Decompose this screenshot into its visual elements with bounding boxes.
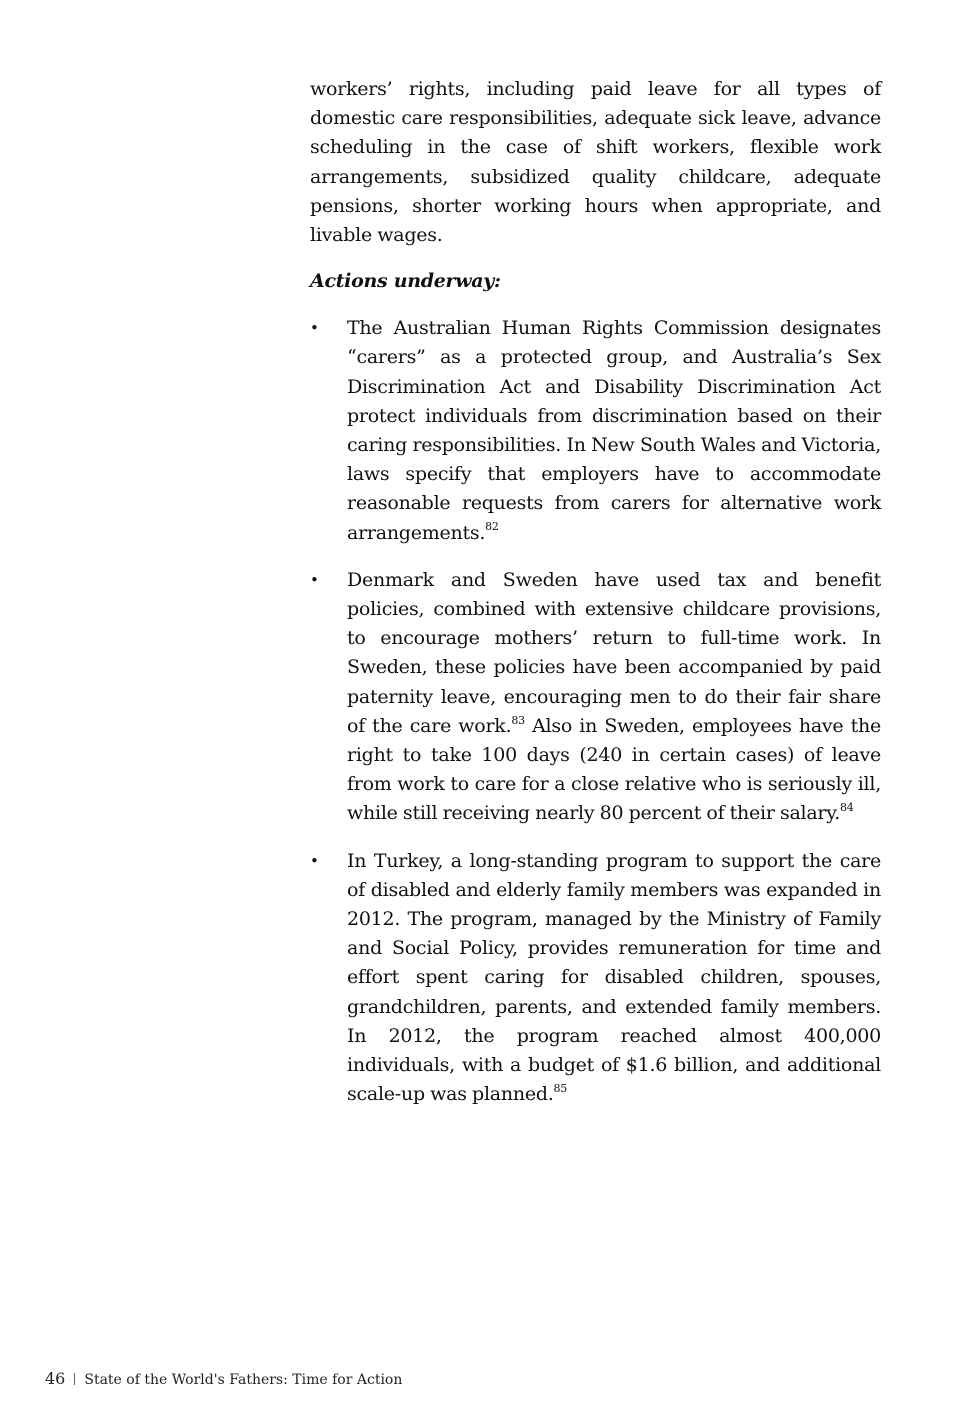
page-number: 46	[45, 1369, 66, 1388]
footnote-ref: 82	[485, 520, 499, 534]
bullet-text: The Australian Human Rights Commission designates “carers” as a protected group, and Australia’s Sex Discrimination Act and Disability Discrimination Act protect individuals from discrimination based on their caring responsibilities. In New South Wales and Victoria, laws specify that employers have to accommodate reasonable requests from carers for alternative work arrangements.	[347, 317, 881, 544]
bullet-icon: •	[310, 570, 319, 589]
bullet-item-australia	[310, 314, 881, 548]
footnote-ref: 83	[511, 713, 525, 727]
page-footer	[45, 1368, 402, 1391]
intro-paragraph: workers’ rights, including paid leave for all types of domestic care responsibilities, adequate sick leave, advance scheduling in the case of shift workers, flexible work arrangements, subsidized quality childcare, adequate pensions, shorter working hours when appropriate, and livable wages.	[310, 78, 881, 247]
bullet-text: In Turkey, a long-standing program to support the care of disabled and elderly family members was expanded in 2012. The program, managed by the Ministry of Family and Social Policy, provides remuneration for time and effort spent caring for disabled children, spouses, grandchildren, parents, and extended family members. In 2012, the program reached almost 400,000 individuals, with a budget of $1.6 billion, and additional scale-up was planned.	[347, 849, 881, 1106]
bullet-item-denmark-sweden	[310, 566, 881, 829]
footer-divider	[74, 1373, 75, 1385]
bullet-icon: •	[310, 319, 319, 338]
publication-title: State of the World's Fathers: Time for Action	[84, 1372, 403, 1388]
actions-bullet-list	[310, 314, 881, 1109]
bullet-text-continued: Also in Sweden, employees have the right to take 100 days (240 in certain cases) of leave from work to care for a close relative who is seriously ill, while still receiving nearly 80 percent of their salary.	[347, 714, 881, 825]
bullet-icon: •	[310, 851, 319, 870]
footnote-ref: 84	[840, 801, 854, 815]
main-text-column	[310, 75, 881, 1128]
footnote-ref: 85	[553, 1081, 568, 1095]
bullet-text: Denmark and Sweden have used tax and benefit policies, combined with extensive childcare provisions, to encourage mothers’ return to full-time work. In Sweden, these policies have been accompanied by paid paternity leave, encouraging men to do their fair share of the care work.	[347, 568, 881, 737]
bullet-item-turkey	[310, 847, 881, 1110]
actions-underway-heading: Actions underway:	[310, 270, 501, 293]
